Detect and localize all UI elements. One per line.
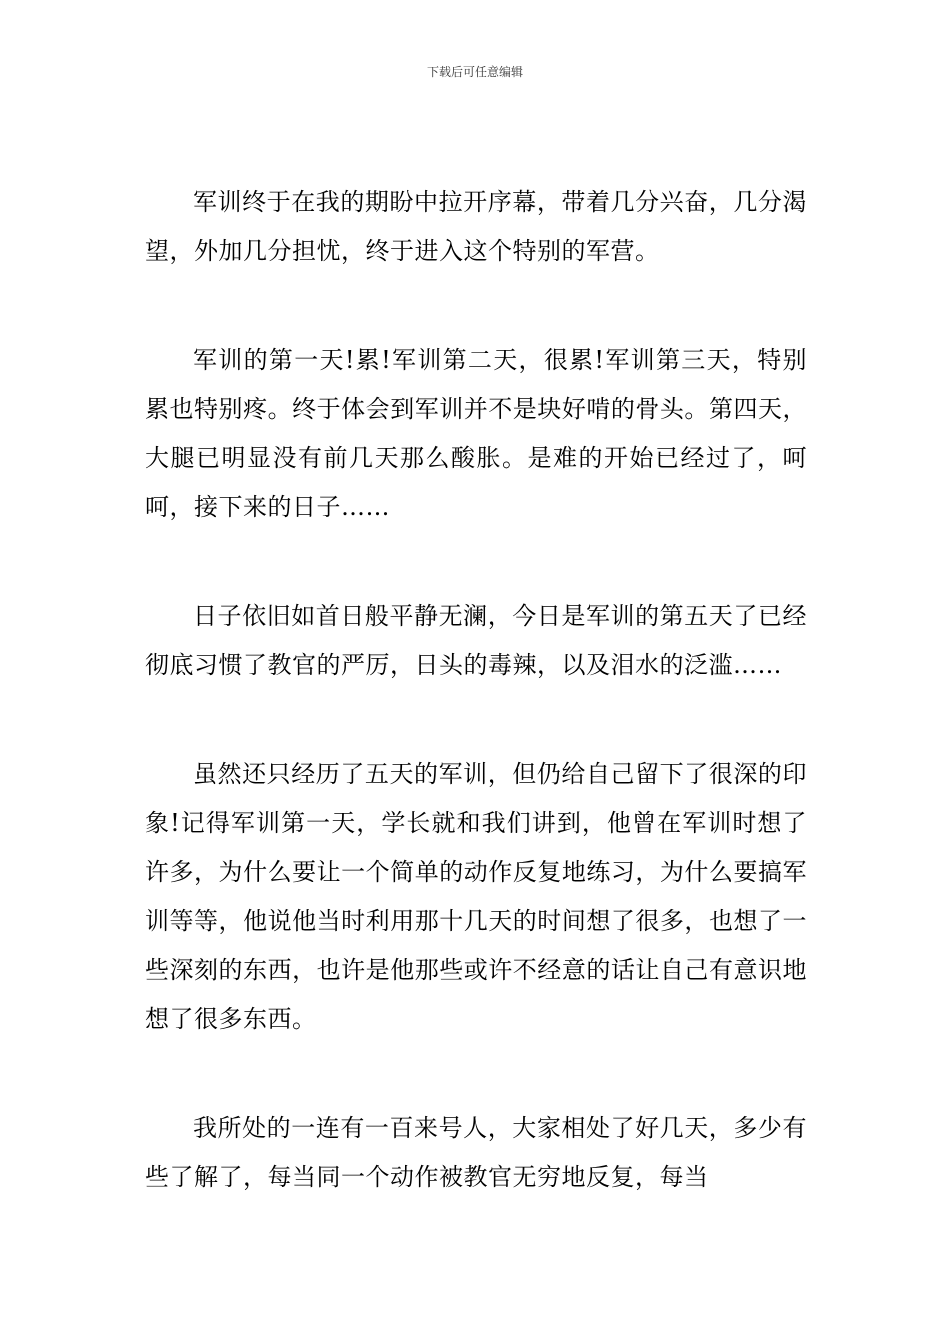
paragraph-5: 我所处的一连有一百来号人，大家相处了好几天，多少有些了解了，每当同一个动作被教官无穷地反复，每当 — [145, 1114, 807, 1191]
document-body — [145, 178, 807, 1262]
page-header: 下载后可任意编辑 — [426, 65, 523, 79]
paragraph-3: 日子依旧如首日般平静无澜，今日是军训的第五天了已经彻底习惯了教官的严厉，日头的毒辣，以及泪水的泛滥…… — [145, 602, 807, 679]
paragraph-2: 军训的第一天!累!军训第二天，很累!军训第三天，特别累也特别疼。终于体会到军训并不是块好啃的骨头。第四天，大腿已明显没有前几天那么酸胀。是难的开始已经过了，呵呵，接下来的日子…… — [145, 346, 807, 521]
paragraph-4: 虽然还只经历了五天的军训，但仍给自己留下了很深的印象!记得军训第一天，学长就和我们讲到，他曾在军训时想了许多，为什么要让一个简单的动作反复地练习，为什么要搞军训等等，他说他当时利用那十几天的时间想了很多，也想了一些深刻的东西，也许是他那些或许不经意的话让自己有意识地想了很多东西。 — [145, 760, 807, 1033]
paragraph-1: 军训终于在我的期盼中拉开序幕，带着几分兴奋，几分渴望，外加几分担忧，终于进入这个特别的军营。 — [145, 188, 807, 265]
